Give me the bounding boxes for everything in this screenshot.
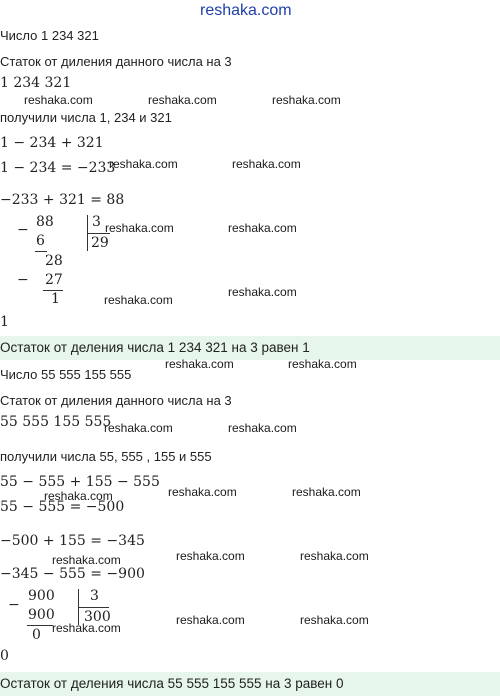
expression-2b: 55 − 555 = −500 [0, 499, 125, 515]
watermark: reshaka.com [148, 93, 217, 107]
watermark: reshaka.com [52, 621, 121, 635]
expression-2a: 55 − 555 + 155 − 555 [0, 474, 160, 490]
got-numbers-2: получили числа 55, 555 , 155 и 555 [0, 449, 212, 464]
subtrahend: 6 [36, 233, 45, 249]
watermark: reshaka.com [176, 613, 245, 627]
remainder-question-2: Статок от диления данного числа на 3 [0, 393, 232, 408]
watermark: reshaka.com [272, 93, 341, 107]
watermark: reshaka.com [105, 221, 174, 235]
number-line-1: Число 1 234 321 [0, 28, 99, 43]
expression-1b: 1 − 234 = −233 [0, 160, 116, 176]
final-remainder: 1 [51, 291, 60, 307]
divisor: 3 [90, 588, 99, 604]
got-numbers-1: получили числа 1, 234 и 321 [0, 110, 172, 125]
answer-1: Остаток от деления числа 1 234 321 на 3 равен 1 [0, 340, 310, 355]
watermark: reshaka.com [176, 549, 245, 563]
number-line-2: Число 55 555 155 555 [0, 367, 132, 382]
watermark: reshaka.com [228, 421, 297, 435]
watermark: reshaka.com [292, 485, 361, 499]
divisor-underline [79, 607, 109, 608]
subtrahend: 900 [28, 607, 55, 623]
partial-remainder: 28 [45, 253, 63, 269]
watermark: reshaka.com [165, 357, 234, 371]
final-remainder: 0 [32, 627, 41, 643]
expression-1a: 1 − 234 + 321 [0, 135, 104, 151]
watermark: reshaka.com [104, 293, 173, 307]
answer-2: Остаток от деления числа 55 555 155 555 на 3 равен 0 [0, 676, 344, 691]
remainder-1: 1 [0, 314, 9, 330]
remainder-2: 0 [0, 648, 9, 664]
expression-1c: −233 + 321 = 88 [0, 192, 125, 208]
expression-2c: −500 + 155 = −345 [0, 533, 145, 549]
number-1: 1 234 321 [0, 75, 72, 91]
expression-2d: −345 − 555 = −900 [0, 566, 145, 582]
watermark: reshaka.com [300, 613, 369, 627]
watermark: reshaka.com [44, 489, 113, 503]
dividend: 88 [36, 214, 54, 230]
remainder-question-1: Статок от диления данного числа на 3 [0, 54, 232, 69]
watermark: reshaka.com [232, 157, 301, 171]
watermark: reshaka.com [168, 485, 237, 499]
watermark: reshaka.com [288, 357, 357, 371]
division-underline [27, 625, 53, 626]
watermark: reshaka.com [228, 285, 297, 299]
watermark: reshaka.com [104, 421, 173, 435]
minus-sign: − [17, 222, 29, 238]
watermark: reshaka.com [109, 157, 178, 171]
watermark: reshaka.com [228, 221, 297, 235]
minus-sign: − [17, 272, 29, 288]
subtrahend: 27 [45, 272, 63, 288]
watermark: reshaka.com [24, 93, 93, 107]
number-2: 55 555 155 555 [0, 414, 112, 430]
divisor: 3 [92, 214, 101, 230]
minus-sign: − [8, 597, 20, 613]
quotient: 29 [91, 235, 109, 251]
site-header-watermark: reshaka.com [200, 2, 292, 19]
watermark: reshaka.com [300, 549, 369, 563]
watermark: reshaka.com [52, 553, 121, 567]
dividend: 900 [28, 588, 55, 604]
division-underline [35, 251, 47, 252]
quotient: 300 [84, 609, 111, 625]
